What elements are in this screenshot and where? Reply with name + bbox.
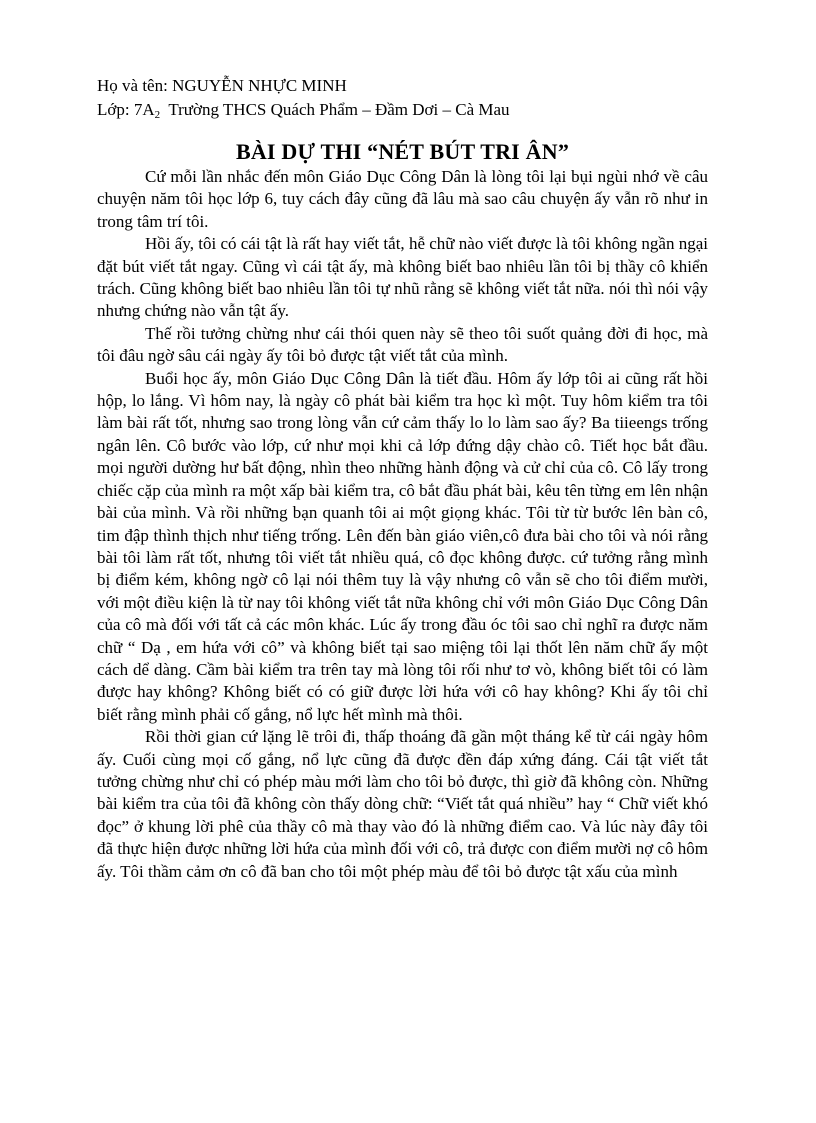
paragraph-2: Hồi ấy, tôi có cái tật là rất hay viết tắt, hễ chữ nào viết được là tôi không ngần ngại đặt bút viết tắt ngay. Cũng vì cái tật ấy, mà không biết bao nhiêu lần tôi bị thầy cô khiển trách. Cũng không biết bao nhiêu lần tôi tự nhũ rằng sẽ không viết tắt nữa. nói thì nói vậy nhưng chứng nào vẫn tật ấy.	[97, 234, 708, 321]
paragraph-3: Thế rồi tưởng chừng như cái thói quen này sẽ theo tôi suốt quảng đời đi học, mà tôi đâu ngờ sâu cái ngày ấy tôi bỏ được tật viết tắt của mình.	[97, 323, 708, 366]
name-label: Họ và tên:	[97, 76, 168, 95]
student-name-line	[97, 74, 708, 98]
document-page	[97, 74, 708, 883]
school-name: Trường THCS Quách Phẩm – Đầm Dơi – Cà Mau	[168, 100, 510, 119]
class-school-line	[97, 98, 708, 122]
student-name: NGUYỄN NHỰC MINH	[172, 76, 347, 95]
document-title: BÀI DỰ THI “NÉT BÚT TRI ÂN”	[235, 139, 570, 164]
paragraph-4: Buổi học ấy, môn Giáo Dục Công Dân là tiết đầu. Hôm ấy lớp tôi ai cũng rất hồi hộp, lo lắng. Vì hôm nay, là ngày cô phát bài kiểm tra học kì một. Tuy hôm kiểm tra tôi làm bài rất tốt, nhưng sao trong lòng vẫn cứ cảm thấy lo lo làm sao ấy? Ba tiieengs trống ngân lên. Cô bước vào lớp, cứ như mọi khi cả lớp đứng dậy chào cô. Tiết học bắt đầu. mọi người dường hư bất động, nhìn theo những hành động và cử chỉ của cô. Cô lấy trong chiếc cặp của mình ra một xấp bài kiểm tra, cô bắt đầu phát bài, kêu tên từng em lên nhận bài của mình. Và rồi những bạn quanh tôi ai một giọng khác. Tôi từ từ bước lên bàn cô, tim đập thình thịch như tiếng trống. Lên đến bàn giáo viên,cô đưa bài cho tôi và nói rằng bài tôi làm rất tốt, nhưng tôi viết tắt nhiều quá, cô đọc không được. cứ tưởng rằng mình bị điểm kém, không ngờ cô lại nói thêm tuy là vậy nhưng cô vẫn sẽ cho tôi điểm mười, với một điều kiện là từ nay tôi không viết tắt nữa không chỉ với môn Giáo Dục Công Dân của cô mà đối với tất cả các môn khác. Lúc ấy trong đầu óc tôi sao chỉ nghĩ ra được năm chữ “ Dạ , em hứa với cô” và không biết tại sao miệng tôi lại thốt lên năm chữ ấy một cách dể dàng. Cầm bài kiểm tra trên tay mà lòng tôi rối như tơ vò, không biết tôi có làm được hay không? Không biết có có giữ được lời hứa với cô hay không? Khi ấy tôi chỉ biết rằng mình phải cố gắng, nổ lực hết mình mà thôi.	[97, 368, 708, 724]
paragraph-5: Rồi thời gian cứ lặng lẽ trôi đi, thấp thoáng đã gần một tháng kể từ cái ngày hôm ấy. Cuối cùng mọi cố gắng, nổ lực cũng đã được đền đáp xứng đáng. Cái tật viết tắt tưởng chừng như chỉ có phép màu mới làm cho tôi bỏ được, thì giờ đã không còn. Những bài kiểm tra của tôi đã không còn thấy dòng chữ: “Viết tắt quá nhiều” hay “ Chữ viết khó đọc” ở khung lời phê của thầy cô mà thay vào đó là những điểm cao. Và lúc này đây tôi đã thực hiện được những lời hứa của mình đối với cô, trả được con điểm mười nợ cô hôm ấy. Tôi thầm cảm ơn cô đã ban cho tôi một phép màu để tôi bỏ được tật xấu của mình	[97, 727, 708, 881]
class-subscript: 2	[154, 109, 161, 121]
class-label: Lớp: 7A	[97, 100, 155, 119]
paragraph-1: Cứ mỗi lần nhắc đến môn Giáo Dục Công Dân là lòng tôi lại bụi ngùi nhớ về câu chuyện năm tôi học lớp 6, tuy cách đây cũng đã lâu mà sao câu chuyện ấy vẫn rõ như in trong tâm trí tôi.	[97, 167, 708, 231]
